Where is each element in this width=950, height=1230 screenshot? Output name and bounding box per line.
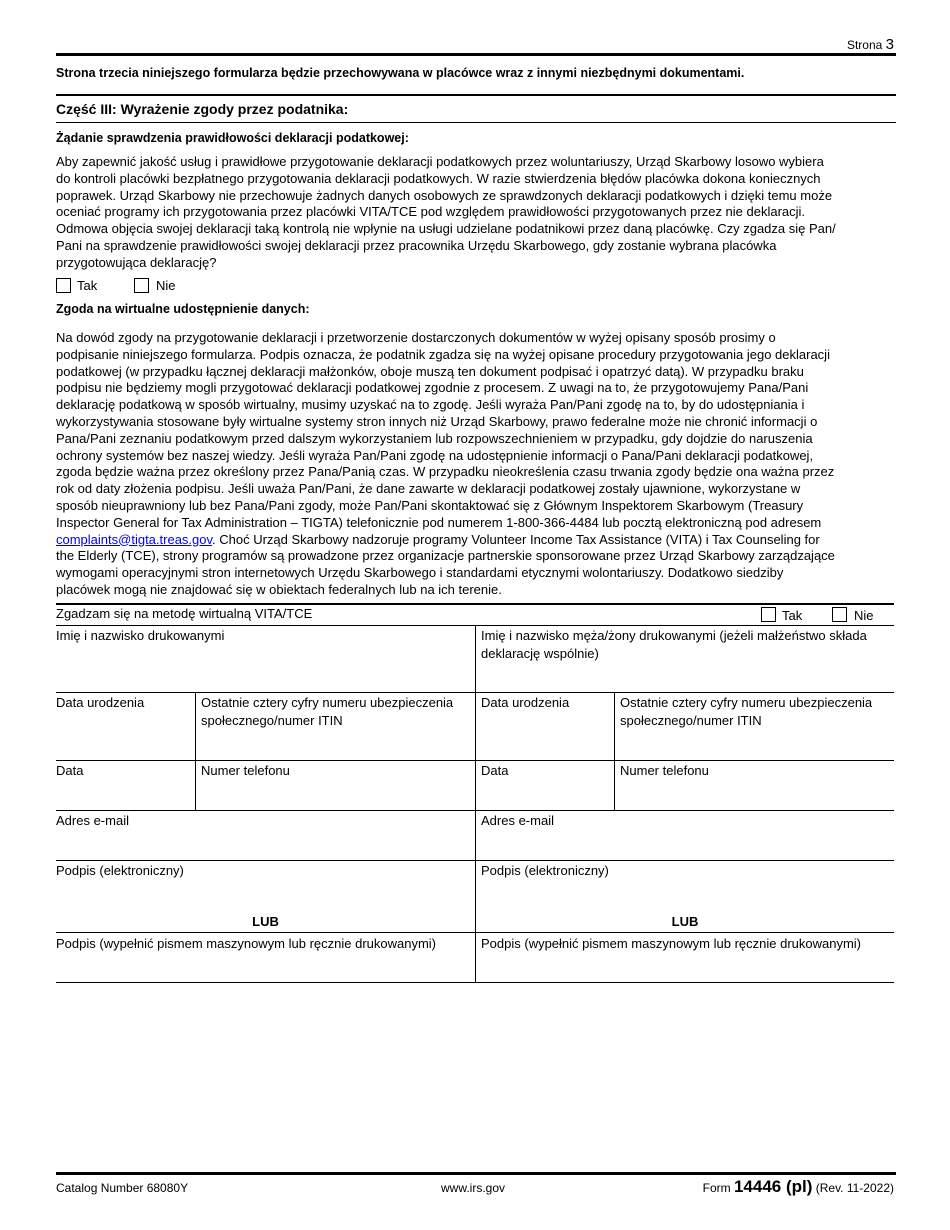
spouse-date-field[interactable]: Data (481, 763, 509, 778)
left-name-field[interactable]: Imię i nazwisko drukowanymi (56, 628, 225, 643)
virtual-line: podpisu nie będziemy mogli przygotować deklaracji podatkowej zgodnie z procesem. Z uwagi na to, że przygotowujemy Pana/Pani (56, 380, 809, 396)
virtual-line: the Elderly (TCE), strony programów są prowadzone przez organizacje partnerskie sponsorowane przez Urząd Skarbowy zarządzające (56, 548, 835, 564)
review-yes-label: Tak (77, 278, 98, 293)
spouse-dob-field[interactable]: Data urodzenia (481, 695, 570, 710)
review-line: przygotowująca deklarację? (56, 254, 217, 270)
review-line: Odmowa objęcia swojej deklaracji taką kontrolą nie wpłynie na usługi udzielane podatnikowi przez daną placówkę. Czy zgadza się Pan/ (56, 221, 836, 237)
virtual-yes-label: Tak (782, 608, 803, 623)
left-phone-field[interactable]: Numer telefonu (201, 763, 290, 778)
virtual-line: Inspector General for Tax Administration – TIGTA) telefonicznie pod numerem 1-800-366-4484 lub pocztą elektroniczną pod adresem (56, 514, 822, 530)
virtual-paragraph (56, 330, 896, 599)
spouse-signature-electronic-field[interactable]: Podpis (elektroniczny) (481, 863, 609, 878)
review-no-checkbox[interactable] (134, 278, 149, 293)
spouse-ssn-field[interactable]: Ostatnie cztery cyfry numeru ubezpieczenia społecznego/numer ITIN (620, 695, 873, 728)
left-email-field[interactable]: Adres e-mail (56, 813, 129, 828)
spouse-or-label: LUB (671, 914, 699, 929)
spouse-email-field[interactable]: Adres e-mail (481, 813, 554, 828)
catalog-number: Catalog Number 68080Y (56, 1181, 189, 1195)
virtual-line: podpisanie niniejszego formularza. Podpis oznacza, że podatnik zgadza się na wyżej opisane procedury przygotowania jego deklaracji (56, 346, 830, 362)
virtual-line: placówek mogą nie znajdować się w obiektach federalnych lub na ich terenie. (56, 581, 502, 597)
left-ssn-field[interactable]: Ostatnie cztery cyfry numeru ubezpieczenia społecznego/numer ITIN (201, 695, 454, 728)
virtual-line: wymogami operacyjnymi stron internetowych Urzędu Skarbowego i standardami etycznymi wolontariuszy. Dodatkowo siedziby (56, 565, 784, 581)
part-title: Część III: Wyrażenie zgody przez podatnika: (56, 101, 349, 117)
review-line: do kontroli placówki bezpłatnego przygotowania deklaracji podatkowych. W razie stwierdzenia błędów placówka dokona koniecznych (56, 170, 821, 186)
spouse-signature-print-field[interactable]: Podpis (wypełnić pismem maszynowym lub ręcznie drukowanymi) (481, 936, 862, 951)
virtual-line: deklarację podatkową w sposób wirtualny, musimy uzyskać na to zgodę. Jeśli wyraża Pan/Pani zgodę na to, by do udostępniania i (56, 397, 805, 413)
page-number-label (847, 36, 894, 53)
agree-top-rule (56, 603, 894, 605)
virtual-line: Na dowód zgody na przygotowanie deklaracji i przetworzenie dostarczonych dokumentów w wyżej opisany sposób prosimy o (56, 330, 776, 345)
virtual-line: ochrony systemów bez naszej wiedzy. Jeśli wyraża Pan/Pani zgodę na udostępnienie informacji o Pana/Pani deklaracji podatkowej, (56, 447, 814, 463)
virtual-yes-checkbox[interactable] (761, 607, 776, 622)
left-signature-electronic-field[interactable]: Podpis (elektroniczny) (56, 863, 184, 878)
spouse-phone-field[interactable]: Numer telefonu (620, 763, 709, 778)
grid-left-sub-line (195, 692, 196, 810)
spouse-name-field[interactable]: Imię i nazwisko męża/żony drukowanymi (jeżeli małżeństwo składa deklarację wspólnie) (481, 628, 867, 661)
review-line: Aby zapewnić jakość usług i prawidłowe przygotowanie deklaracji podatkowych przez woluntariuszy, Urząd Skarbowy losowo wybiera (56, 154, 824, 169)
virtual-line: podatkowej (w przypadku łącznej deklaracji małżonków, oboje muszą ten dokument podpisać i opatrzyć datą). W przypadku braku (56, 363, 804, 379)
left-or-label: LUB (252, 914, 279, 929)
review-no-label: Nie (156, 278, 176, 293)
part-title-top-rule (56, 94, 896, 96)
top-rule (56, 53, 896, 56)
virtual-no-label: Nie (854, 608, 874, 623)
left-signature-print-field[interactable]: Podpis (wypełnić pismem maszynowym lub ręcznie drukowanymi) (56, 936, 437, 951)
footer-rule (56, 1172, 896, 1175)
review-line: poprawek. Urząd Skarbowy nie przechowuje żadnych danych osobowych ze sprawdzonych deklaracji podatkowych i dzięki temu może (56, 187, 833, 203)
complaints-email-link[interactable]: complaints@tigta.treas.gov (56, 531, 213, 547)
website-url: www.irs.gov (441, 1181, 506, 1195)
virtual-line-after-link: . Choć Urząd Skarbowy nadzoruje programy Volunteer Income Tax Assistance (VITA) i Tax Counseling for (212, 531, 820, 547)
form-revision: (Rev. 11-2022) (815, 1181, 894, 1195)
review-line: Pani na sprawdzenie prawidłowości swojej deklaracji przez pracownika Urzędu Skarbowego, gdy zostanie wybrana placówka (56, 237, 777, 253)
page-label: Strona (846, 38, 883, 52)
virtual-line: wykorzystywania stosowane były wirtualne systemy stron innych niż Urząd Skarbowy, prawo federalne może nie chronić informacji o (56, 413, 818, 429)
form-number: 14446 (pl) (733, 1177, 813, 1196)
review-yes-checkbox[interactable] (56, 278, 71, 293)
review-line: oceniać programy ich przygotowania przez placówki VITA/TCE pod względem prawidłowości przygotowanych przez nie deklaracji. (56, 204, 806, 220)
grid-right-sub-line (614, 692, 615, 810)
left-dob-field[interactable]: Data urodzenia (56, 695, 145, 710)
virtual-line: sposób nieuprawniony lub bez Pana/Pani zgody, może Pan/Pani skontaktować się z Głównym Inspektorem Skarbowym (Treasury (56, 497, 804, 513)
retention-notice: Strona trzecia niniejszego formularza będzie przechowywana w placówce wraz z innymi niezbędnymi dokumentami. (56, 66, 745, 80)
virtual-line: zgoda będzie ważna przez określony przez Pana/Panią czas. W przypadku nieokreślenia czasu trwania zgody będzie ona ważna przez (56, 464, 835, 480)
virtual-line-with-link (56, 532, 896, 549)
virtual-heading: Zgoda na wirtualne udostępnienie danych: (56, 302, 310, 316)
review-heading: Żądanie sprawdzenia prawidłowości deklaracji podatkowej: (56, 131, 409, 145)
virtual-line: rok od daty złożenia podpisu. Jeśli uważa Pan/Pani, że dane zawarte w deklaracji podatkowej zostały ujawnione, wykorzystane w (56, 481, 801, 497)
page-number: 3 (885, 36, 894, 53)
form-identifier (703, 1177, 894, 1197)
agree-label: Zgadzam się na metodę wirtualną VITA/TCE (56, 606, 313, 621)
form-prefix: Form (702, 1181, 731, 1195)
virtual-no-checkbox[interactable] (832, 607, 847, 622)
part-title-bottom-rule (56, 122, 896, 123)
review-paragraph (56, 154, 896, 272)
left-date-field[interactable]: Data (56, 763, 84, 778)
virtual-line: Pana/Pani zeznaniu podatkowym przed dalszym wykorzystaniem lub rozpowszechnieniem w przypadku, gdy dojdzie do naruszenia (56, 430, 813, 446)
